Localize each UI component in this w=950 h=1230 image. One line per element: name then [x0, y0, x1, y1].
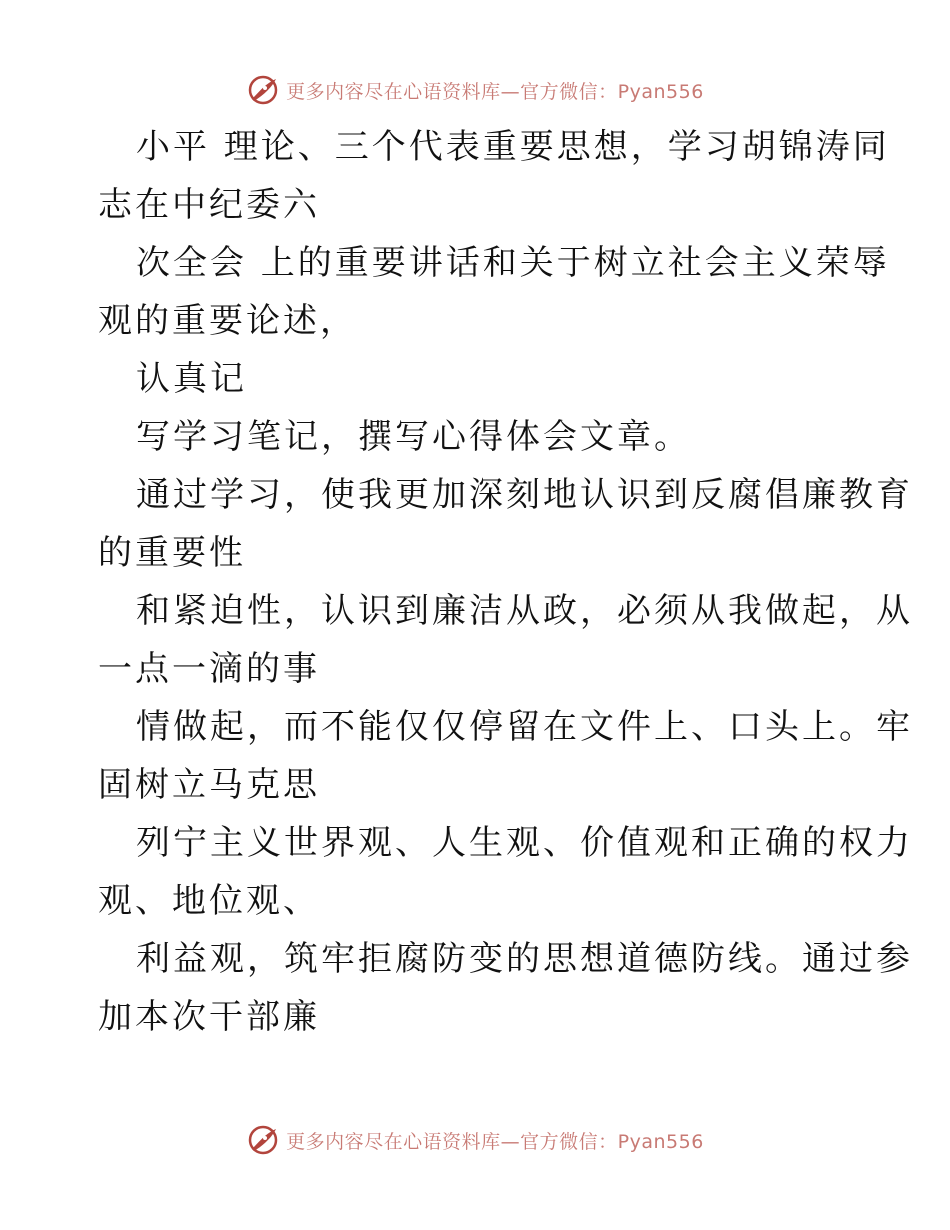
- body-line: 次全会 上的重要讲话和关于树立社会主义荣辱: [136, 243, 890, 283]
- body-line: 固树立马克思: [98, 765, 320, 805]
- body-line: 和紧迫性，认识到廉洁从政，必须从我做起，从: [136, 591, 913, 631]
- document-body: [98, 118, 913, 1046]
- body-line: 情做起，而不能仅仅停留在文件上、口头上。牢: [136, 707, 913, 747]
- body-line: 观、地位观、: [98, 881, 320, 921]
- body-line: 通过学习，使我更加深刻地认识到反腐倡廉教育: [136, 475, 913, 515]
- body-line: 观的重要论述，: [98, 301, 357, 341]
- body-line: 的重要性: [98, 533, 246, 573]
- body-line: 志在中纪委六: [98, 185, 320, 225]
- body-line: 列宁主义世界观、人生观、价值观和正确的权力: [136, 823, 913, 863]
- body-line: 写学习笔记，撰写心得体会文章。: [136, 417, 691, 457]
- header-banner: [0, 70, 950, 110]
- body-line: 加本次干部廉: [98, 997, 320, 1037]
- body-line: 小平 理论、三个代表重要思想，学习胡锦涛同: [136, 127, 890, 167]
- body-line: 认真记: [136, 359, 247, 399]
- header-banner-text: 更多内容尽在心语资料库—官方微信：Pyan556: [286, 80, 704, 103]
- body-line: 利益观，筑牢拒腐防变的思想道德防线。通过参: [136, 939, 913, 979]
- pen-nib-logo-icon: [246, 73, 280, 107]
- pen-nib-logo-icon: [246, 1123, 280, 1157]
- footer-banner: [0, 1120, 950, 1160]
- footer-banner-text: 更多内容尽在心语资料库—官方微信：Pyan556: [286, 1130, 704, 1153]
- body-line: 一点一滴的事: [98, 649, 320, 689]
